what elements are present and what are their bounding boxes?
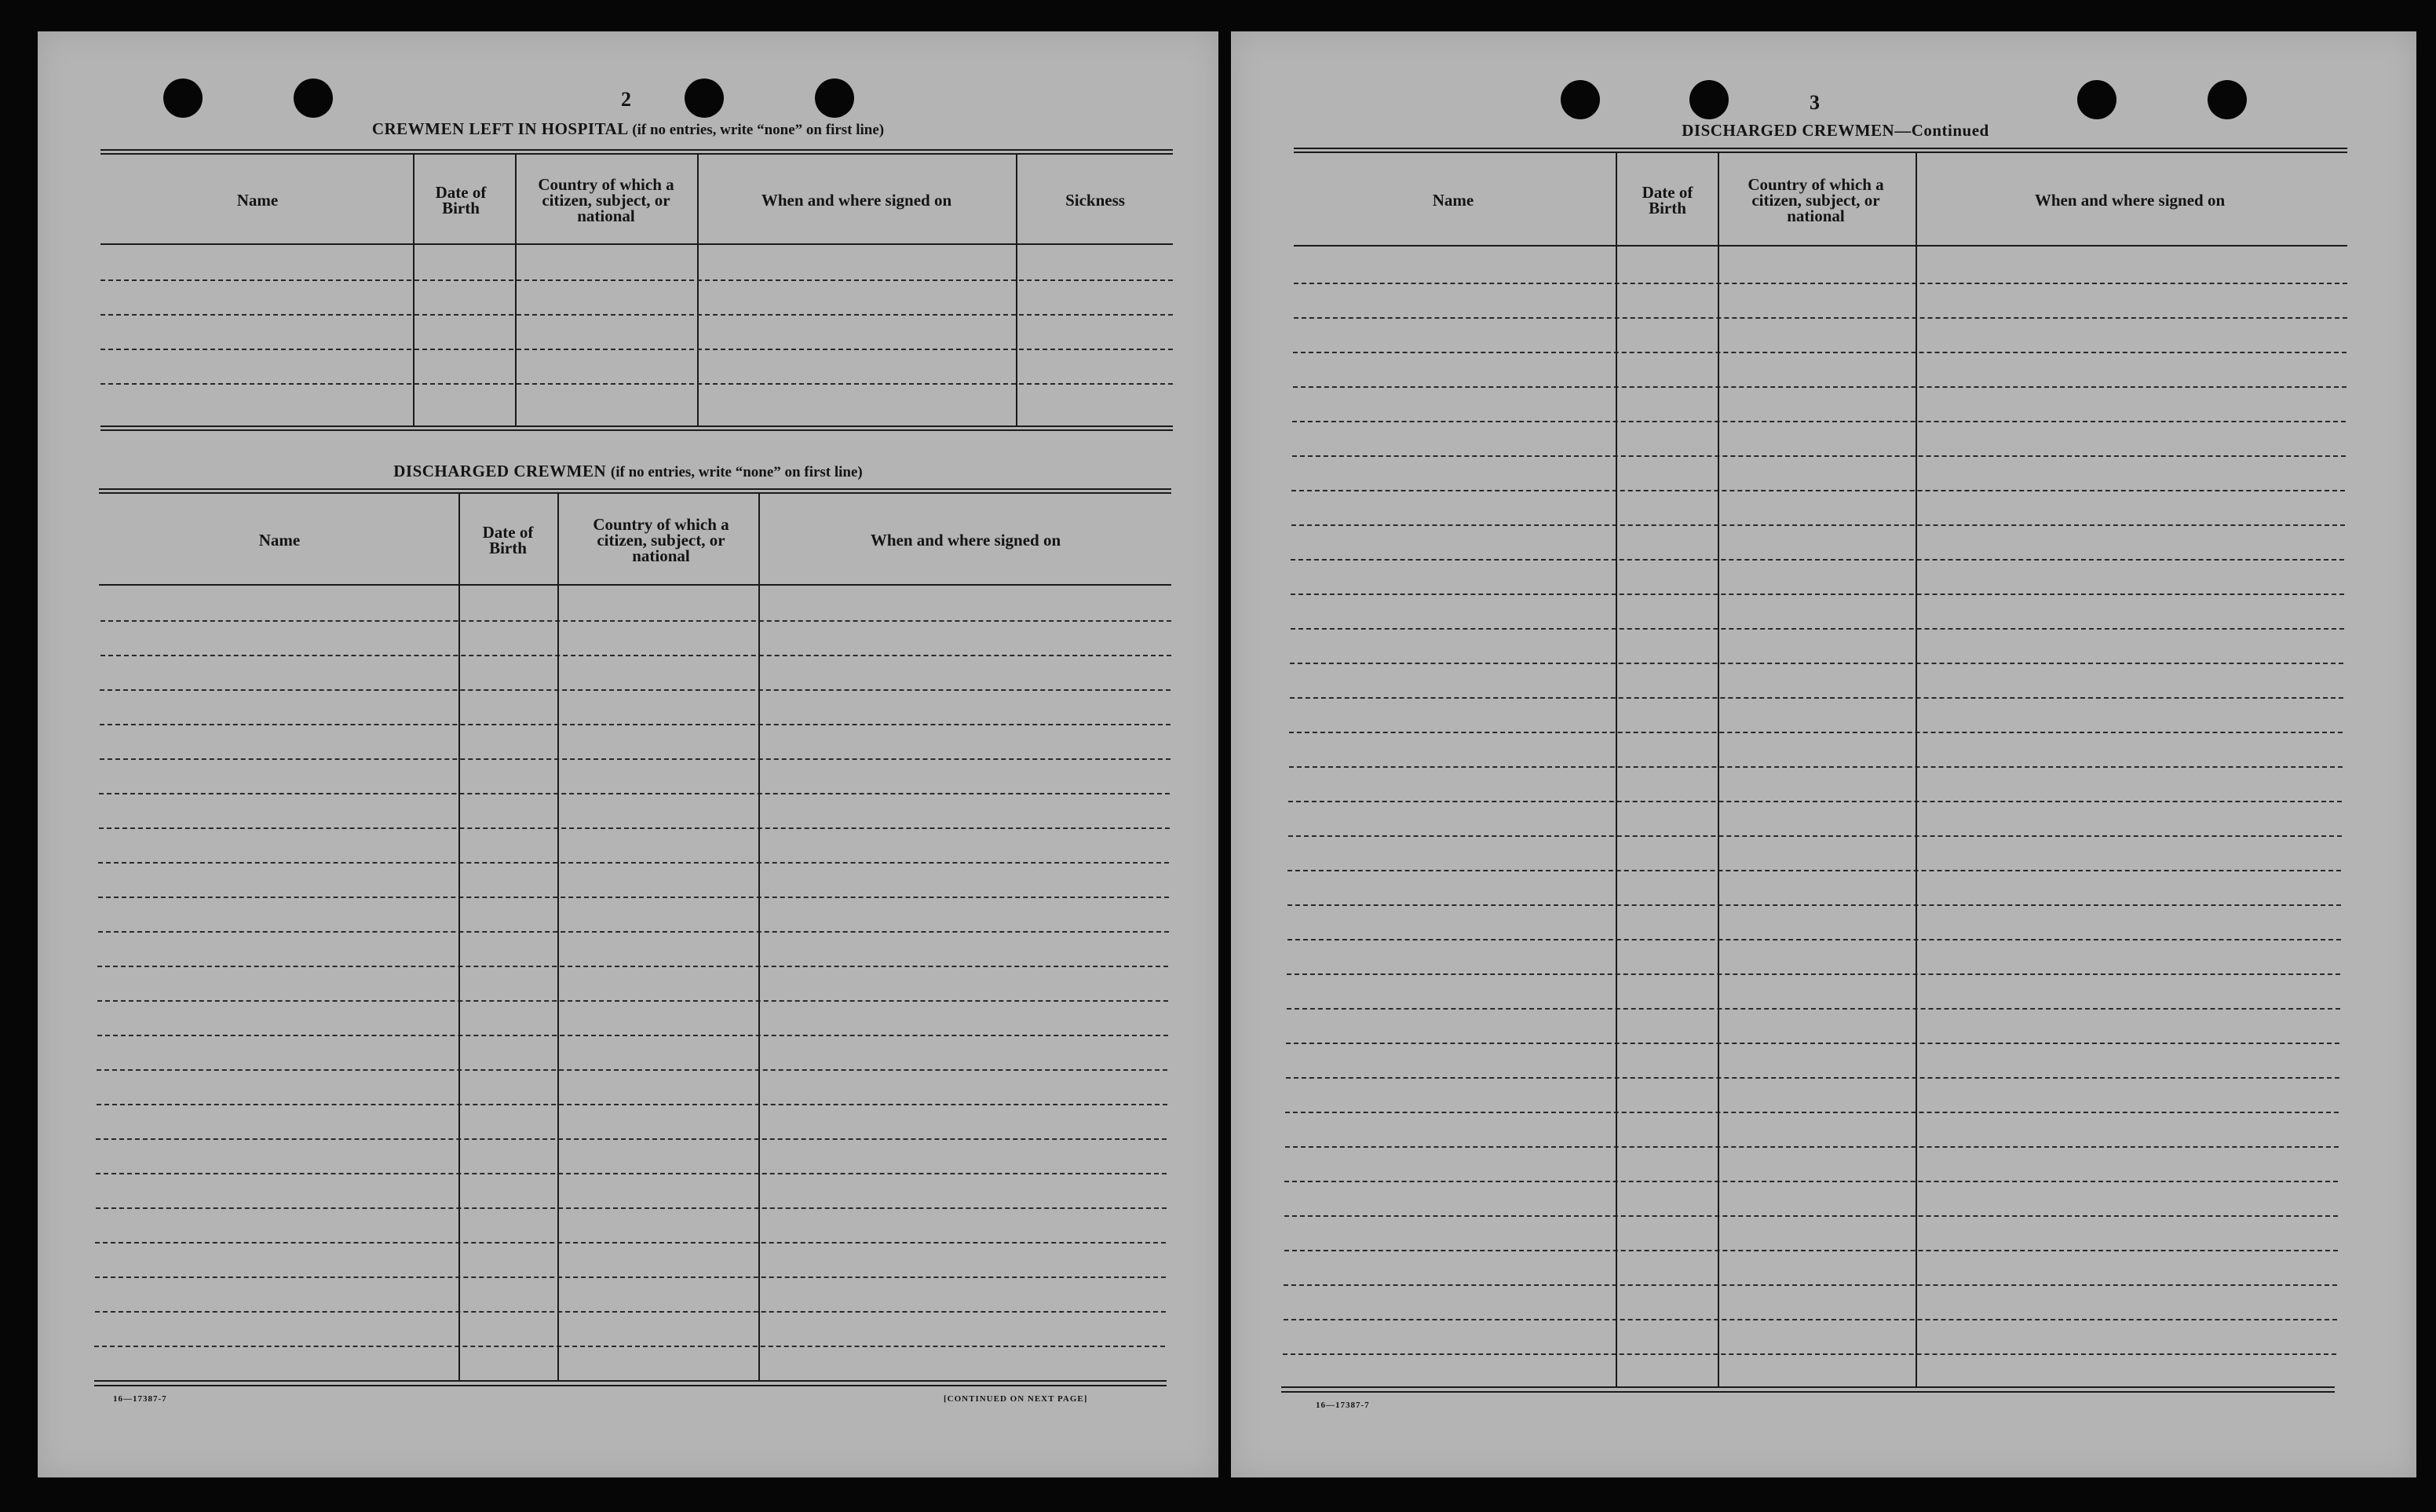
punch-hole xyxy=(2077,80,2116,119)
punch-hole xyxy=(294,79,333,118)
entry-line xyxy=(95,1311,1166,1313)
entry-line xyxy=(99,793,1170,794)
discharged-header-rule xyxy=(99,584,1171,586)
entry-line xyxy=(97,1035,1168,1036)
entry-line xyxy=(1292,455,2346,457)
form-number: 16—17387-7 xyxy=(113,1394,167,1404)
entry-line xyxy=(96,1207,1167,1209)
column-divider xyxy=(758,493,760,1380)
discharged-header-signed-on: When and where signed on xyxy=(870,531,1061,550)
discharged-top-rule xyxy=(99,488,1171,490)
entry-line xyxy=(1291,593,2344,595)
column-divider xyxy=(515,154,517,425)
continued-label: [CONTINUED ON NEXT PAGE] xyxy=(944,1394,1088,1404)
entry-line xyxy=(1287,973,2340,975)
entry-line xyxy=(96,1173,1167,1174)
entry-line xyxy=(1284,1284,2337,1286)
column-divider xyxy=(1616,152,1617,1386)
entry-line xyxy=(100,349,1173,350)
entry-line xyxy=(1284,1319,2337,1320)
entry-line xyxy=(1291,559,2344,561)
continued-header-date-of-birth: Date of Birth xyxy=(1642,183,1693,217)
column-divider xyxy=(697,154,699,425)
entry-line xyxy=(100,279,1173,281)
column-divider xyxy=(1718,152,1719,1386)
entry-line xyxy=(1286,1043,2339,1044)
entry-line xyxy=(1287,904,2341,906)
entry-line xyxy=(100,620,1171,622)
entry-line xyxy=(1292,421,2346,422)
discharged-section-title xyxy=(38,462,1218,481)
entry-line xyxy=(1289,766,2343,768)
continued-top-rule xyxy=(1294,148,2347,149)
entry-line xyxy=(1283,1353,2336,1355)
column-divider xyxy=(1916,152,1917,1386)
entry-line xyxy=(1287,870,2341,871)
column-divider xyxy=(557,493,559,1380)
hospital-bottom-rule xyxy=(100,429,1173,431)
entry-line xyxy=(1288,801,2342,802)
entry-line xyxy=(1289,732,2343,733)
punch-hole xyxy=(1689,80,1729,119)
hospital-title-note: (if no entries, write “none” on first line) xyxy=(632,122,885,138)
entry-line xyxy=(1290,697,2343,699)
continued-header-country: Country of which a citizen, subject, or national xyxy=(1748,175,1884,225)
discharged-bottom-rule xyxy=(94,1380,1167,1382)
entry-line xyxy=(100,383,1173,385)
punch-hole xyxy=(685,79,724,118)
discharged-title-note: (if no entries, write “none” on first line) xyxy=(610,464,863,480)
entry-line xyxy=(100,689,1171,691)
column-divider xyxy=(413,154,415,425)
discharged-header-name: Name xyxy=(258,531,301,550)
punch-hole xyxy=(2208,80,2247,119)
entry-line xyxy=(98,931,1169,933)
continued-header-rule xyxy=(1294,245,2347,247)
entry-line xyxy=(100,655,1171,656)
entry-line xyxy=(98,862,1169,864)
entry-line xyxy=(1291,490,2345,491)
entry-line xyxy=(98,897,1169,898)
hospital-section-title xyxy=(38,119,1218,139)
hospital-header-sickness: Sickness xyxy=(1065,191,1125,210)
discharged-header-country: Country of which a citizen, subject, or national xyxy=(593,515,729,565)
hospital-top-rule xyxy=(100,149,1173,151)
entry-line xyxy=(1288,835,2342,837)
entry-line xyxy=(1286,1077,2339,1079)
hospital-header-name: Name xyxy=(236,191,279,210)
entry-line xyxy=(1291,628,2344,630)
continued-bottom-rule xyxy=(1281,1386,2335,1388)
entry-line xyxy=(1287,1008,2340,1010)
entry-line xyxy=(97,1069,1167,1071)
hospital-header-date-of-birth: Date of Birth xyxy=(435,183,487,217)
entry-line xyxy=(96,1138,1167,1140)
entry-line xyxy=(1290,663,2343,664)
entry-line xyxy=(1285,1146,2339,1148)
form-number: 16—17387-7 xyxy=(1316,1401,1370,1410)
entry-line xyxy=(97,1104,1167,1105)
discharged-continued-title: DISCHARGED CREWMEN—Continued xyxy=(1682,121,1989,140)
punch-hole xyxy=(1561,80,1600,119)
entry-line xyxy=(94,1346,1165,1347)
entry-line xyxy=(97,1000,1168,1002)
punch-hole xyxy=(815,79,854,118)
hospital-header-rule xyxy=(100,243,1173,245)
entry-line xyxy=(1284,1215,2338,1217)
hospital-top-rule xyxy=(100,153,1173,155)
entry-line xyxy=(1293,352,2347,353)
entry-line xyxy=(1284,1181,2338,1182)
entry-line xyxy=(100,724,1171,725)
entry-line xyxy=(1284,1250,2338,1251)
entry-line xyxy=(1293,386,2347,388)
entry-line xyxy=(1291,524,2345,526)
continued-header-signed-on: When and where signed on xyxy=(2034,191,2226,210)
right-page xyxy=(1231,31,2416,1477)
entry-line xyxy=(1294,317,2347,319)
entry-line xyxy=(95,1242,1166,1244)
entry-line xyxy=(1285,1112,2339,1113)
hospital-title-text: CREWMEN LEFT IN HOSPITAL xyxy=(371,119,628,138)
continued-top-rule xyxy=(1294,152,2347,153)
continued-bottom-rule xyxy=(1281,1391,2335,1393)
punch-hole xyxy=(163,79,203,118)
hospital-header-signed-on: When and where signed on xyxy=(761,191,952,210)
page-number: 2 xyxy=(621,88,631,111)
entry-line xyxy=(100,314,1173,316)
entry-line xyxy=(95,1276,1166,1278)
column-divider xyxy=(1016,154,1017,425)
hospital-bottom-rule xyxy=(100,425,1173,427)
entry-line xyxy=(1294,283,2347,284)
left-page xyxy=(38,31,1218,1477)
discharged-bottom-rule xyxy=(94,1385,1167,1386)
discharged-top-rule xyxy=(99,492,1171,494)
entry-line xyxy=(100,758,1171,760)
entry-line xyxy=(1287,939,2341,940)
continued-header-name: Name xyxy=(1432,191,1474,210)
entry-line xyxy=(99,827,1170,829)
page-number: 3 xyxy=(1810,91,1820,114)
column-divider xyxy=(458,493,460,1380)
discharged-header-date-of-birth: Date of Birth xyxy=(482,523,534,557)
entry-line xyxy=(97,966,1168,967)
hospital-header-country: Country of which a citizen, subject, or national xyxy=(538,175,674,225)
discharged-title-text: DISCHARGED CREWMEN xyxy=(393,462,607,480)
